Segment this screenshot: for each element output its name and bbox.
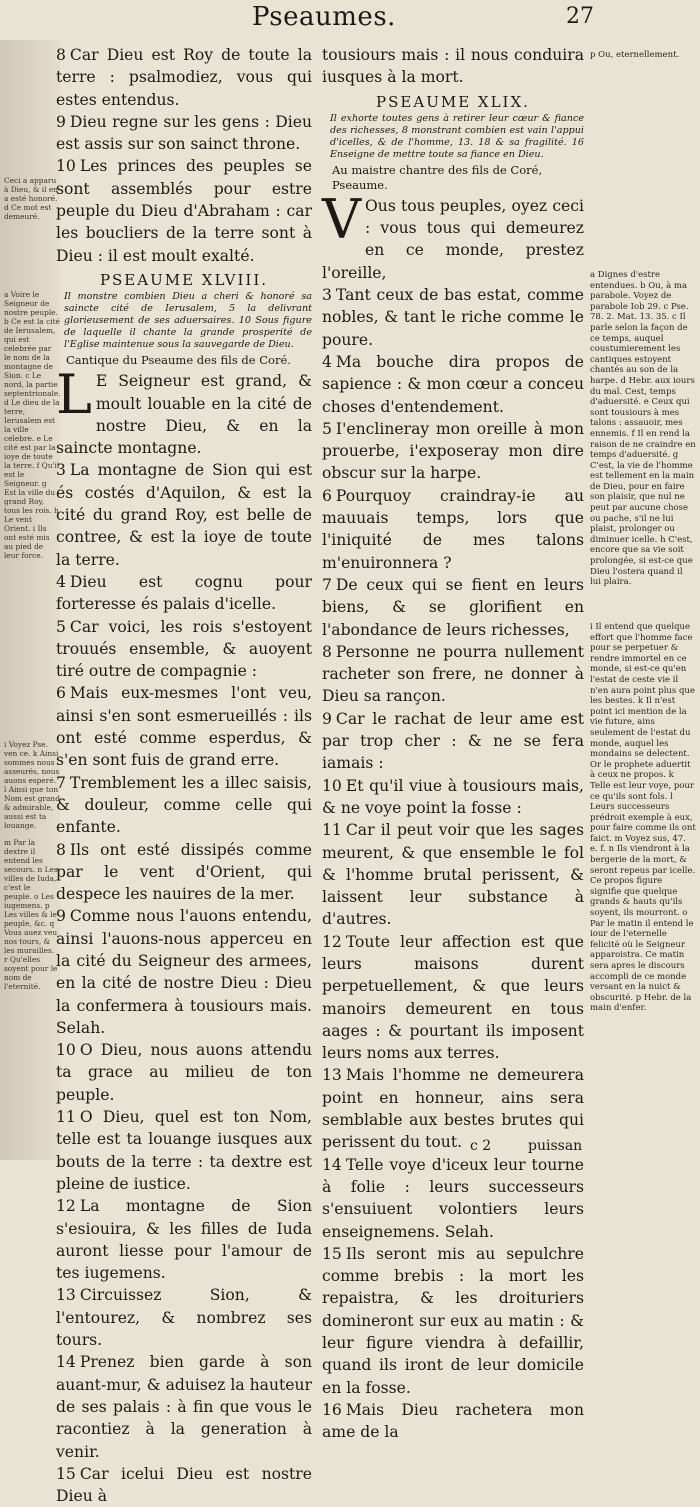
- verse: [56, 155, 312, 266]
- psalm-49-argument: Il exhorte toutes gens à retirer leur cœur & fiance des richesses, 8 monstrant combien est vain l'appui d'icelles, & de l'homme, 13. 18 & sa fragilité. 16 Enseigne de mettre toute sa fiance en Dieu.: [330, 112, 584, 160]
- verse-text: Ous tous peuples, oyez ceci : vous tous qui demeurez en ce monde, prestez l'oreille,: [322, 196, 584, 282]
- verse-number: 8: [56, 46, 66, 64]
- verse-number: 10: [56, 1041, 76, 1060]
- verse-text: Tant ceux de bas estat, comme nobles, & tant le riche comme le poure.: [322, 286, 584, 349]
- page-header: [0, 2, 700, 36]
- verse: [322, 187, 584, 284]
- psalm-48-body: [56, 363, 312, 1507]
- verse-text: Car icelui Dieu est nostre Dieu à: [56, 1464, 312, 1506]
- verse-text: Circuissez Sion, & l'entourez, & nombrez ses tours.: [56, 1286, 312, 1350]
- verse: [56, 1284, 312, 1351]
- psalm-48-rubric: Cantique du Pseaume des fils de Coré.: [66, 353, 291, 368]
- verse-text: O Dieu, quel est ton Nom, telle est ta louange iusques aux bouts de la terre : ta dextre est pleine de iustice.: [56, 1108, 312, 1193]
- verse-number: 9: [56, 112, 66, 131]
- verse-number: 4: [322, 352, 332, 371]
- verse-number: 16: [322, 1400, 342, 1419]
- verse-text: Car Dieu est Roy de toute la terre : psalmodiez, vous qui estes entendus.: [56, 46, 312, 109]
- psalm-48-argument: Il monstre combien Dieu a cheri & honoré sa saincte cité de Ierusalem, 5 la delivrant glorieusement de ses aduersaires. 10 Sous figure de laquelle il chante la grande prosperité de l'Eglise maintenue sous la sauvegarde de Dieu.: [64, 291, 312, 351]
- verse: [56, 1106, 312, 1195]
- verse-number: 10: [56, 157, 76, 176]
- verse: [322, 574, 584, 641]
- verse-text: Et qu'il viue à tousiours mais, & ne voye point la fosse :: [322, 776, 584, 817]
- verse-text: E Seigneur est grand, & moult louable en la cité de nostre Dieu, & en la saincte montagne.: [56, 372, 312, 458]
- verse-number: 11: [322, 821, 342, 840]
- verse-text: Car le rachat de leur ame est par trop cher : & ne se fera iamais :: [322, 709, 584, 773]
- verse: [56, 363, 312, 459]
- verse-number: 13: [322, 1066, 342, 1085]
- verse-text: tousiours mais : il nous conduira iusques à la mort.: [322, 46, 584, 87]
- verse-number: 9: [56, 907, 66, 926]
- verse-number: 3: [322, 286, 332, 305]
- verse-text: Ils ont esté dissipés comme par le vent d'Orient, qui despece les nauires de la mer.: [56, 840, 312, 904]
- left-column: [56, 44, 312, 1507]
- verse: [322, 418, 584, 485]
- verse-number: 14: [322, 1155, 342, 1174]
- verse-number: 5: [322, 419, 332, 438]
- verse-text: Toute leur affection est que leurs maisons durent perpetuellement, & que leurs manoirs demeurent en tous aages : & pourtant ils imposent leurs noms aux terres.: [322, 932, 584, 1063]
- verse-number: 7: [322, 575, 332, 594]
- verse: [56, 1039, 312, 1106]
- verse: [322, 44, 584, 89]
- verse-number: 5: [56, 617, 66, 636]
- verse: [322, 485, 584, 574]
- verse: [322, 351, 584, 418]
- verse: [56, 1463, 312, 1507]
- verse-text: Ils seront mis au sepulchre comme brebis : la mort les repaistra, & les droituriers domineront sur eux au matin : & leur figure viendra à defaillir, quand ils iront de leur domicile en la fosse.: [322, 1244, 584, 1397]
- verse-number: 11: [56, 1108, 76, 1127]
- verse: [56, 905, 312, 1039]
- verse-number: 12: [56, 1197, 76, 1216]
- verse-text: I'enclineray mon oreille à mon prouerbe, i'exposeray mon dire obscur sur la harpe.: [322, 419, 584, 483]
- verse-text: Car voici, les rois s'estoyent trouués ensemble, & auoyent tiré outre de compagnie :: [56, 617, 312, 681]
- verse-text: Personne ne pourra nullement racheter son frere, ne donner à Dieu sa rançon.: [322, 642, 584, 706]
- verse-text: Les princes des peuples se sont assemblés pour estre peuple du Dieu d'Abraham : car les boucliers de la terre sont à Dieu : il est moult exalté.: [56, 157, 312, 265]
- psalm-48-dropcap: L: [56, 363, 92, 427]
- verse-text: Pourquoy craindray-ie au mauuais temps, lors que l'iniquité de mes talons m'enuironnera ?: [322, 486, 584, 572]
- verse: [322, 1154, 584, 1243]
- margin-note: a Dignes d'estre entendues. b Ou, à ma parabole. Voyez de parabole Iob 29. c Pse. 78. 2. Mat. 13. 35. c Il parle selon la façon de ce temps, auquel coustumierement les cantiques estoyent chantés au son de la harpe. d Hebr. aux iours du mal. Cest, temps d'aduersité. e Ceux qui sont tousiours à mes talons : assauoir, mes ennemis. f Il en rend la raison de ne craindre en temps d'aduersité. g C'est, la vie de l'homme est tellement en la main de Dieu, pour en faire son plaisir, que nul ne peut par aucune chose ou pache, s'il ne lui plaist, prolonger ou diminuer icelle. h C'est, encore que sa vie soit prolongée, si est-ce que Dieu l'ostera quand il lui plaira.: [590, 270, 696, 588]
- verse: [322, 1243, 584, 1399]
- verse-text: Telle voye d'iceux leur tourne à folie : leurs successeurs s'ensuiuent volontiers leurs enseignemens. Selah.: [322, 1155, 584, 1241]
- verse-text: De ceux qui se fient en leurs biens, & se glorifient en l'abondance de leurs richesses,: [322, 575, 584, 639]
- verse: [322, 708, 584, 775]
- verse-text: O Dieu, nous auons attendu ta grace au milieu de ton peuple.: [56, 1041, 312, 1104]
- verse-text: La montagne de Sion s'esiouira, & les filles de Iuda auront liesse pour l'amour de tes iugemens.: [56, 1197, 312, 1283]
- verse: [56, 44, 312, 111]
- psalm-47-ending: [56, 44, 312, 267]
- verse-text: Dieu est cognu pour forteresse és palais d'icelle.: [56, 572, 312, 614]
- psalm-48-ending: [322, 44, 584, 89]
- verse-number: 13: [56, 1286, 76, 1305]
- signature-mark: c 2: [470, 1138, 492, 1154]
- margin-note: Ceci a apparu à Dieu, & il en a esté honoré. d Ce mot est demeuré.: [4, 176, 59, 221]
- verse-text: Ma bouche dira propos de sapience : & mon cœur a conceu choses d'entendement.: [322, 352, 584, 416]
- verse: [56, 682, 312, 771]
- margin-note: m Par la dextre il entend les secours. n Les villes de Iuda, c'est le peuple. o Les iugemens. p Les villes & le peuple, &c. q Vous auez veu nos tours, & les murailles. r Qu'elles soyent pour le nom de l'eternité.: [4, 838, 58, 991]
- verse-number: 3: [56, 461, 66, 480]
- verse-number: 8: [322, 642, 332, 661]
- verse-number: 8: [56, 840, 66, 859]
- margin-note: i Voyez Pse. ven ce. k Ainsi sommes nous asseurés, nous auons esperé. l Ainsi que ton Nom est grand & admirable, aussi est ta louange.: [4, 740, 60, 830]
- verse: [56, 1195, 312, 1284]
- verse: [322, 284, 584, 351]
- verse-text: Mais l'homme ne demeurera point en honneur, ains sera semblable aux bestes brutes qui perissent du tout.: [322, 1066, 584, 1152]
- verse-text: Dieu regne sur les gens : Dieu est assis sur son sainct throne.: [56, 112, 312, 154]
- verse: [56, 839, 312, 906]
- running-title: Pseaumes.: [252, 2, 396, 32]
- verse: [322, 819, 584, 930]
- margin-note: i Il entend que quelque effort que l'homme face pour se perpetuer & rendre immortel en ce monde, si est-ce qu'en l'estat de ceste vie il n'en aura point plus que les bestes. k Il n'est point ici mention de la vie future, ains seulement de l'estat du monde, auquel les mondains se delectent. Or le prophete aduertit à ceux ne propos. k Telle est leur voye, pour ce qu'ils sont fols. l Leurs successeurs prédroit exemple à eux, pour faire comme ils ont faict. m Voyez sus, 47. e. f. n Ils viendront à la bergerie de la mort, & seront repeus par icelle. Ce propos figure signifie que quelque grands & hauts qu'ils soyent, ils mourront. o Par le matin il entend le iour de l'eternelle felicité où le Seigneur apparoistra. Ce matin sera apres le discours accompli de ce monde versant en la nuict & obscurité. p Hebr. de la main d'enfer.: [590, 622, 696, 1014]
- verse-number: 15: [56, 1464, 76, 1483]
- margin-note: a Voire le Seigneur de nostre peuple. b Ce est la cité de Ierusalem, qui est celebrée par le nom de la montagne de Sion. c Le nord, la partie septentrionale. d Le dieu de la terre, Ierusalem est la ville celebre. e Le cité est par la ioye de toute la terre. f Qu'il est le Seigneur. g Est la ville du grand Roy, tous les rois. h Le vent Orient. i Ils ont esté mis au pied de leur force.: [4, 290, 61, 560]
- verse-number: 9: [322, 709, 332, 728]
- verse-number: 6: [56, 684, 66, 703]
- verse: [56, 111, 312, 156]
- verse-number: 4: [56, 572, 66, 591]
- psalm-49-dropcap: V: [322, 187, 361, 251]
- verse-text: Mais Dieu rachetera mon ame de la: [322, 1400, 584, 1442]
- psalm-49-rubric: Au maistre chantre des fils de Coré, Pseaume.: [332, 162, 543, 192]
- verse: [322, 775, 584, 820]
- verse-number: 12: [322, 932, 342, 951]
- verse-text: Prenez bien garde à son auant-mur, & aduisez la hauteur de ses palais : à fin que vous le racontiez à la generation à venir.: [56, 1353, 312, 1461]
- verse-number: 15: [322, 1244, 342, 1263]
- verse-number: 7: [56, 773, 66, 792]
- psalm-48-title: PSEAUME XLVIII.: [99, 270, 269, 289]
- verse-number: 6: [322, 486, 332, 505]
- verse-number: 14: [56, 1353, 76, 1372]
- psalm-49-body: [322, 187, 584, 1444]
- catchword: puissan: [528, 1138, 583, 1154]
- verse-text: Comme nous l'auons entendu, ainsi l'auons-nous apperceu en la cité du Seigneur des armees, en la cité de nostre Dieu : Dieu la confermera à tousiours mais. Selah.: [56, 907, 312, 1037]
- verse: [322, 931, 584, 1065]
- verse: [56, 616, 312, 683]
- folio-number: 27: [566, 4, 594, 29]
- psalm-49-title: PSEAUME XLIX.: [376, 92, 530, 111]
- verse: [56, 1351, 312, 1462]
- verse-text: Car il peut voir que les sages meurent, & que ensemble le fol & l'homme brutal perissent, & laissent leur substance à d'autres.: [322, 821, 584, 929]
- verse: [56, 459, 312, 570]
- verse-text: Tremblement les a illec saisis, & douleur, comme celle qui enfante.: [56, 773, 312, 837]
- verse: [322, 641, 584, 708]
- right-column: [322, 44, 584, 1444]
- verse: [56, 571, 312, 616]
- verse: [322, 1399, 584, 1444]
- verse-text: La montagne de Sion qui est és costés d'Aquilon, & est la cité du grand Roy, est belle de contree, & est la ioye de toute la terre.: [56, 461, 312, 569]
- verse: [56, 772, 312, 839]
- margin-note: p Ou, eternellement.: [590, 50, 680, 60]
- verse-number: 10: [322, 776, 342, 795]
- verse-text: Mais eux-mesmes l'ont veu, ainsi s'en sont esmerueillés : ils ont esté comme esperdus, & s'en sont fuis de grand erre.: [56, 684, 312, 770]
